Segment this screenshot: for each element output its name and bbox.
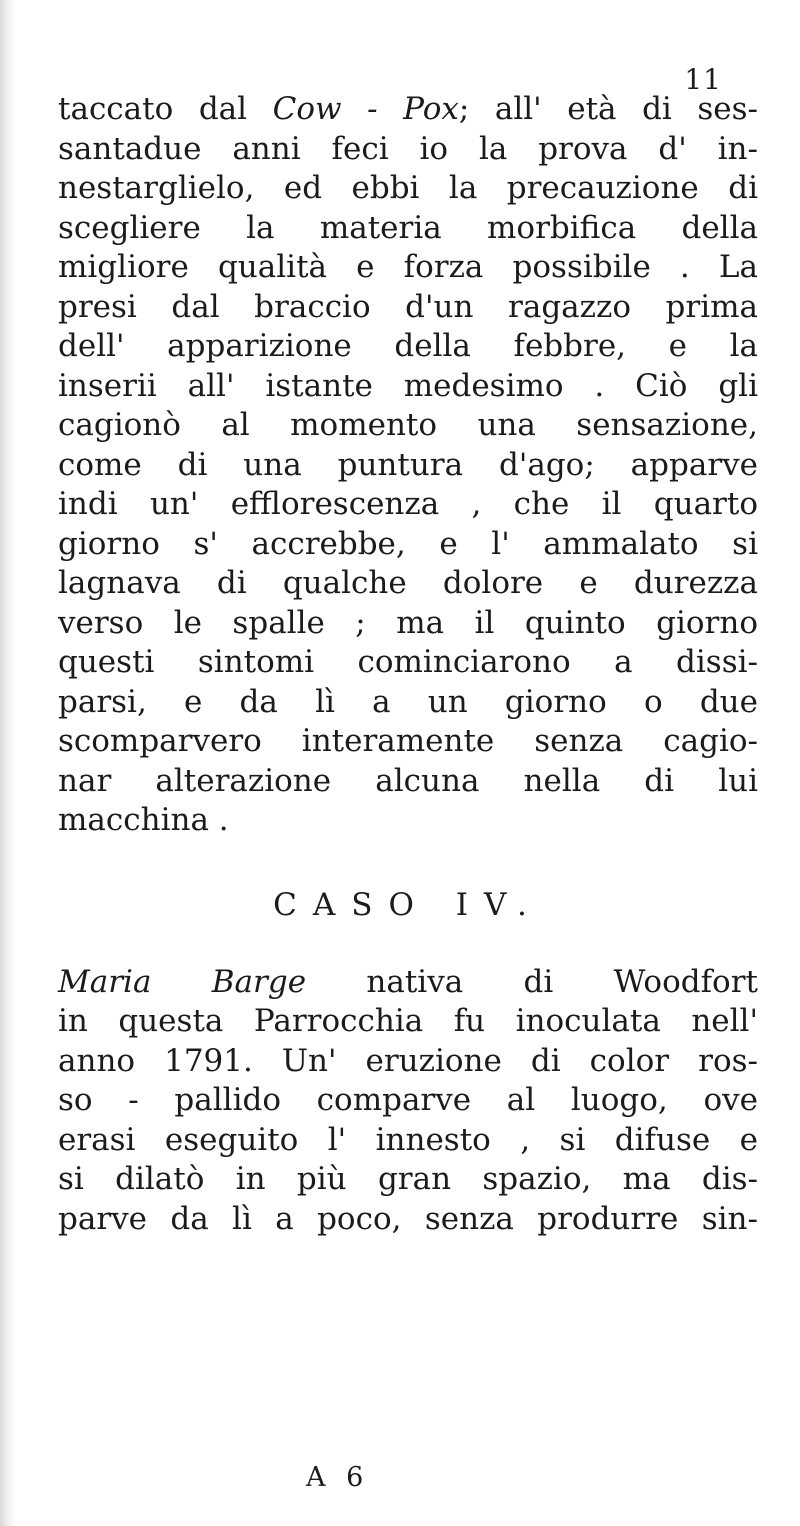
text-line: questi sintomi cominciarono a dissi-	[58, 644, 758, 680]
text-line: anno 1791. Un' eruzione di color ros-	[58, 1042, 758, 1079]
text-line: migliore qualità e forza possibile . La	[58, 249, 758, 285]
italic-term-cow-pox: Cow - Pox	[272, 91, 459, 127]
section-heading: CASO IV.	[273, 886, 543, 923]
text-fragment: ; all' età di ses-	[458, 91, 759, 127]
text-line: so - pallido comparve al luogo, ove	[58, 1082, 758, 1118]
text-line: nar alterazione alcuna nella di lui	[58, 762, 758, 799]
text-line: scegliere la materia morbifica della	[58, 209, 758, 246]
paragraph-maria-barge	[58, 963, 758, 1240]
page-body	[58, 90, 758, 1239]
text-line: nestarglielo, ed ebbi la precauzione di	[58, 170, 758, 206]
text-line: lagnava di qualche dolore e durezza	[58, 565, 758, 601]
page-number: 11	[684, 63, 722, 96]
text-line	[58, 963, 758, 1003]
text-line: parve da lì a poco, senza produrre sin-	[58, 1200, 758, 1237]
text-line: santadue anni feci io la prova d' in-	[58, 130, 758, 167]
text-line: dell' apparizione della febbre, e la	[58, 328, 758, 364]
text-line: scomparvero interamente senza cagio-	[58, 723, 758, 759]
text-line: si dilatò in più gran spazio, ma dis-	[58, 1161, 758, 1197]
text-line: inserii all' istante medesimo . Ciò gli	[58, 367, 758, 404]
text-line	[58, 90, 758, 130]
text-line: verso le spalle ; ma il quinto giorno	[58, 604, 758, 641]
text-line: erasi eseguito l' innesto , si difuse e	[58, 1121, 758, 1158]
text-line: macchina .	[58, 802, 229, 838]
text-line: come di una puntura d'ago; apparve	[58, 446, 758, 483]
paragraph-cow-pox-trial	[58, 90, 758, 841]
text-fragment: taccato dal	[58, 91, 273, 127]
text-line: cagionò al momento una sensazione,	[58, 407, 758, 443]
text-fragment: nativa di Woodfort	[306, 963, 758, 1000]
text-line: presi dal braccio d'un ragazzo prima	[58, 288, 758, 325]
page-edge-shadow	[0, 0, 16, 1526]
printer-signature-mark: A 6	[306, 1462, 370, 1493]
italic-name-maria-barge: Maria Barge	[58, 963, 307, 1000]
text-line: giorno s' accrebbe, e l' ammalato si	[58, 525, 758, 562]
text-line: indi un' efflorescenza , che il quarto	[58, 486, 758, 522]
text-line: in questa Parrocchia fu inoculata nell'	[58, 1003, 758, 1039]
book-page	[58, 58, 758, 1508]
text-line: parsi, e da lì a un giorno o due	[58, 683, 758, 720]
